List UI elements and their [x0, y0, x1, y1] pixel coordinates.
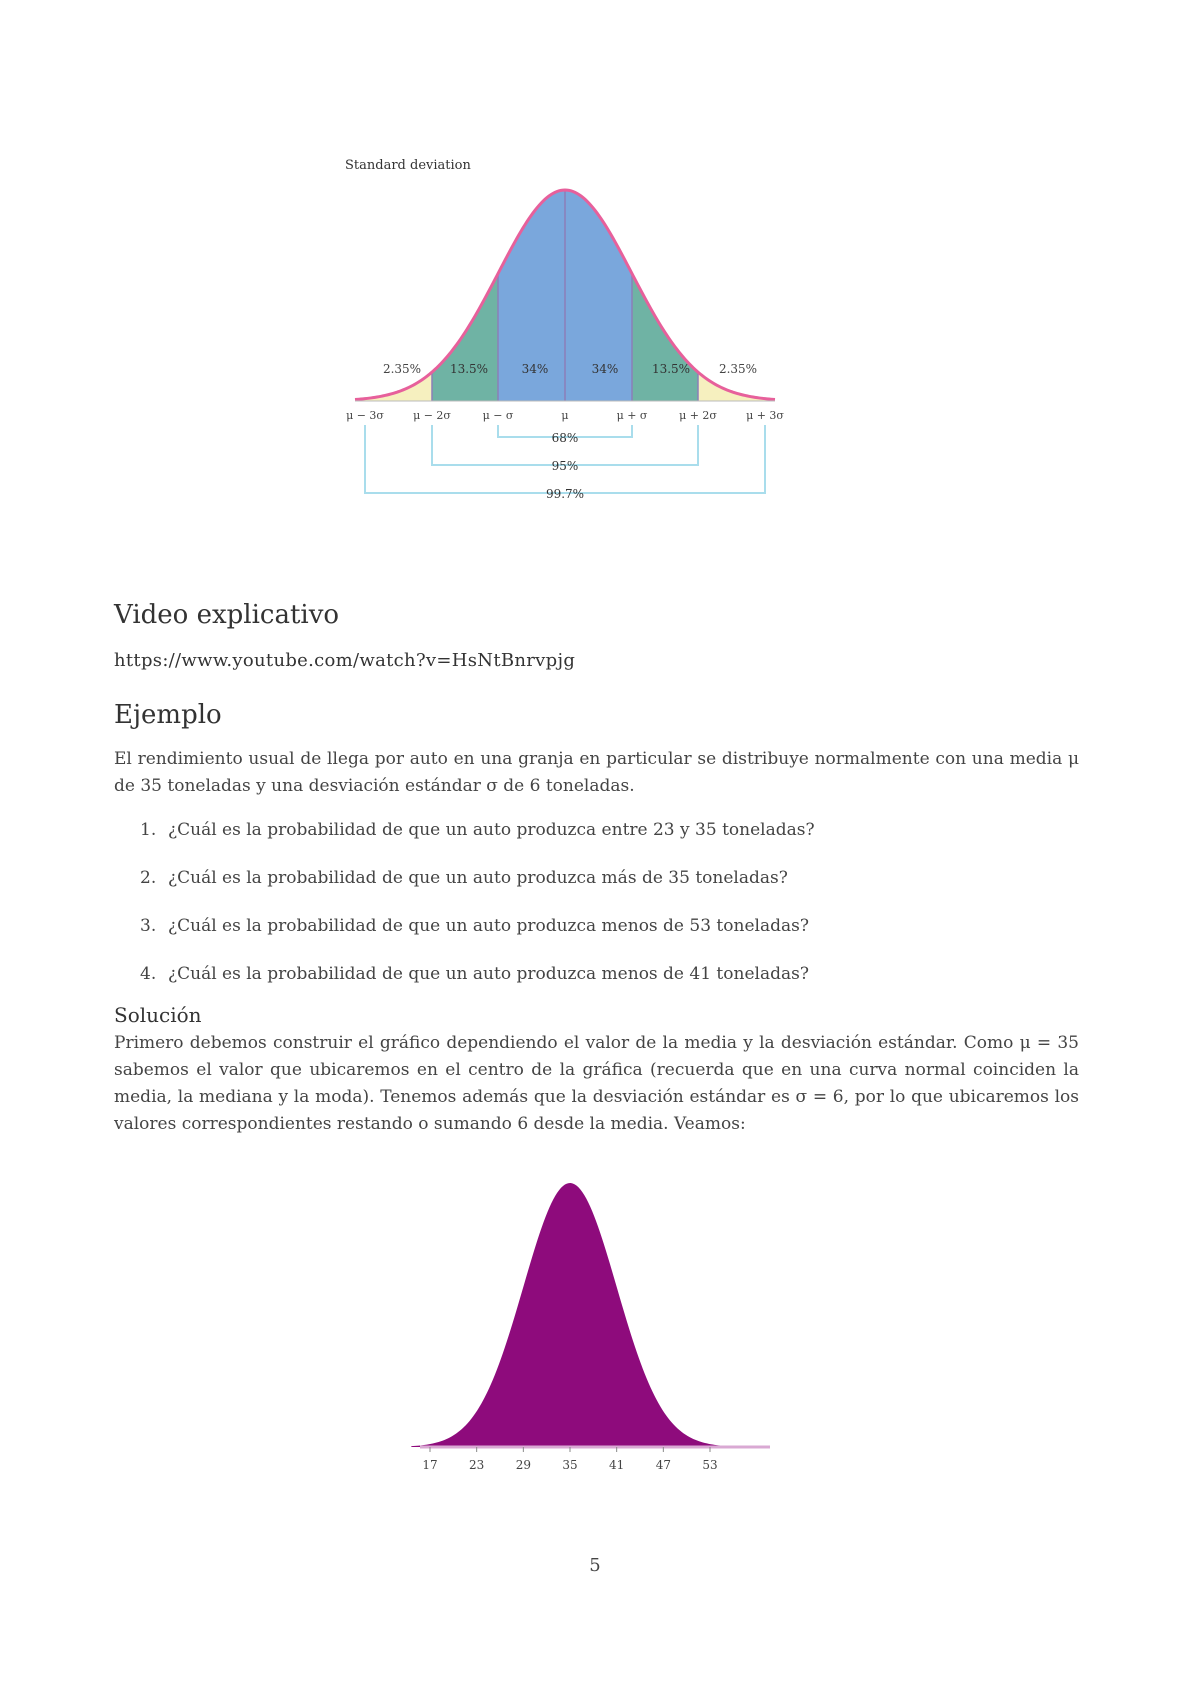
list-item-text: ¿Cuál es la probabilidad de que un auto produzca entre 23 y 35 toneladas?: [168, 820, 815, 840]
axis-label-minus-2sd: μ − 2σ: [413, 409, 451, 422]
bracket-label-68: 68%: [551, 431, 579, 445]
x-tick-label: 41: [609, 1458, 625, 1472]
percent-label-tail-left: 2.35%: [382, 362, 422, 376]
page-number: 5: [589, 1555, 601, 1576]
solution-text: Primero debemos construir el gráfico dependiendo el valor de la media y la desviación estándar. Como μ = 35 sabemos el valor que ubicaremos en el centro de la gráfica (recuerda que en una curva normal coinciden la media, la mediana y la moda). Tenemos además que la desviación estándar es σ = 6, por lo que ubicaremos los valores correspondientes restando o sumando 6 desde la media. Veamos:: [114, 1033, 1079, 1134]
list-item: [140, 868, 1060, 916]
axis-label-mean: μ: [561, 409, 569, 422]
region-tail-right: [698, 372, 775, 401]
example-heading: Ejemplo: [114, 700, 222, 730]
list-item-number: 3.: [140, 916, 157, 936]
x-tick-label: 53: [702, 1458, 718, 1472]
list-item: [140, 820, 1060, 868]
bracket-label-95: 95%: [551, 459, 579, 473]
list-item-text: ¿Cuál es la probabilidad de que un auto produzca más de 35 toneladas?: [168, 868, 788, 888]
list-item-text: ¿Cuál es la probabilidad de que un auto produzca menos de 53 toneladas?: [168, 916, 809, 936]
region-tail-left: [355, 372, 432, 401]
percent-label-middle-right: 13.5%: [651, 362, 691, 376]
normal-distribution-chart: [420, 1175, 780, 1485]
percent-label-middle-left: 13.5%: [449, 362, 489, 376]
axis-label-minus-1sd: μ − σ: [482, 409, 514, 422]
list-item: [140, 964, 1060, 1012]
axis-label-plus-2sd: μ + 2σ: [679, 409, 717, 422]
solution-heading: Solución: [114, 1003, 202, 1027]
x-tick-label: 17: [422, 1458, 438, 1472]
bracket-label-99-7: 99.7%: [545, 487, 585, 501]
percent-label-center-left: 34%: [521, 362, 549, 376]
list-item-text: ¿Cuál es la probabilidad de que un auto produzca menos de 41 toneladas?: [168, 964, 809, 984]
x-tick-label: 35: [562, 1458, 578, 1472]
x-axis-ticks: [422, 1447, 717, 1472]
list-item: [140, 916, 1060, 964]
percent-label-tail-right: 2.35%: [718, 362, 758, 376]
normal-curve-area: [411, 1183, 728, 1447]
axis-label-minus-3sd: μ − 3σ: [346, 409, 384, 422]
list-item-number: 4.: [140, 964, 157, 984]
x-tick-label: 23: [469, 1458, 485, 1472]
question-list: [140, 820, 1060, 1012]
video-heading: Video explicativo: [114, 600, 340, 630]
x-tick-label: 29: [515, 1458, 531, 1472]
list-item-number: 1.: [140, 820, 157, 840]
diagram-title: Standard deviation: [345, 158, 471, 173]
video-link[interactable]: https://www.youtube.com/watch?v=HsNtBnrvpjg: [114, 650, 576, 671]
percent-label-center-right: 34%: [591, 362, 619, 376]
list-item-number: 2.: [140, 868, 157, 888]
axis-labels: [346, 409, 784, 422]
axis-label-plus-1sd: μ + σ: [616, 409, 648, 422]
axis-label-plus-3sd: μ + 3σ: [746, 409, 784, 422]
x-tick-label: 47: [655, 1458, 671, 1472]
standard-deviation-diagram: [345, 155, 835, 520]
example-intro: El rendimiento usual de llega por auto en una granja en particular se distribuye normalmente con una media μ de 35 toneladas y una desviación estándar σ de 6 toneladas.: [114, 749, 1079, 796]
